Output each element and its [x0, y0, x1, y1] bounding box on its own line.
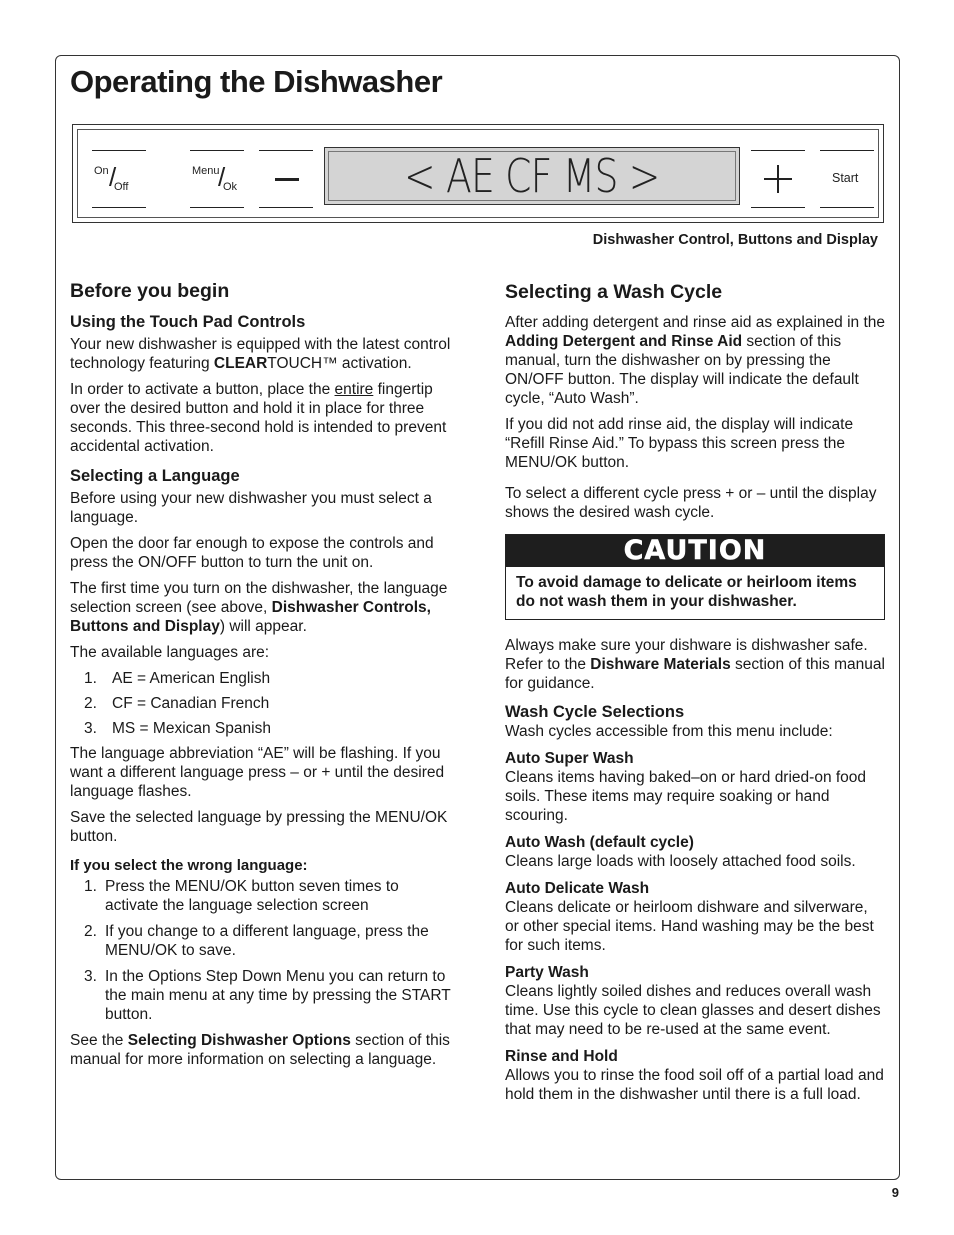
- minus-button: [259, 150, 313, 208]
- start-label: Start: [832, 171, 859, 185]
- list-item: 3. In the Options Step Down Menu you can return to the main menu at any time by pressing the START button.: [84, 968, 451, 1023]
- wrong-language-heading: If you select the wrong language:: [70, 857, 308, 874]
- ok-label: Ok: [223, 181, 238, 193]
- panel-caption: Dishwasher Control, Buttons and Display: [592, 232, 878, 248]
- cycle-name: Auto Delicate Wash: [505, 880, 650, 897]
- language-paragraph-2: Open the door far enough to expose the controls and press the ON/OFF button to turn the unit on.: [70, 535, 434, 571]
- language-list: [84, 669, 455, 738]
- cycle-intro: Wash cycles accessible from this menu include:: [505, 723, 833, 740]
- menu-ok-slash: /: [218, 162, 226, 192]
- language-paragraph-1: Before using your new dishwasher you must select a language.: [70, 490, 432, 526]
- language-paragraph-4: The available languages are:: [70, 644, 270, 661]
- cycle-description: Allows you to rinse the food soil off of a partial load and hold them in the dishwasher until there is a full load.: [505, 1067, 884, 1103]
- list-item: 2. CF = Canadian French: [84, 695, 270, 712]
- cycle-name: Auto Super Wash: [505, 750, 634, 767]
- right-column: [505, 281, 885, 1112]
- cycle-description: Cleans delicate or heirloom dishware and silverware, or other special items. Hand washing may be the best for such items.: [505, 899, 874, 954]
- on-label: On: [94, 165, 109, 177]
- lcd-display: [324, 147, 740, 205]
- cycle-description: Cleans large loads with loosely attached food soils.: [505, 853, 856, 870]
- list-item: [505, 879, 885, 955]
- list-item: [505, 749, 885, 825]
- left-column: [70, 280, 455, 1076]
- wash-cycle-heading: Selecting a Wash Cycle: [505, 281, 723, 303]
- on-off-slash: /: [109, 162, 117, 192]
- wrong-language-steps: [84, 877, 455, 1024]
- list-item: [505, 1047, 885, 1104]
- minus-icon: [275, 178, 299, 181]
- menu-ok-button: [190, 150, 244, 208]
- caution-title: CAUTION: [506, 535, 884, 567]
- on-off-button: [92, 150, 146, 208]
- wash-paragraph-3: To select a different cycle press + or – until the display shows the desired wash cycle.: [505, 485, 877, 521]
- start-button: [820, 150, 874, 208]
- cycle-description: Cleans items having baked–on or hard dried-on food soils. These items may require soaking or hand scouring.: [505, 769, 867, 824]
- language-paragraph-5: The language abbreviation “AE” will be flashing. If you want a different language press – or + until the desired language flashes.: [70, 745, 445, 800]
- list-item: [505, 963, 885, 1039]
- touch-paragraph-2: In order to activate a button, place the entire fingertip over the desired button and hold it in place for three seconds. This three-second hold is intended to prevent accidental activation.: [70, 381, 447, 455]
- before-you-begin-heading: Before you begin: [70, 280, 230, 302]
- cycle-name: Rinse and Hold: [505, 1048, 618, 1065]
- see-options-paragraph: See the Selecting Dishwasher Options section of this manual for more information on selecting a language.: [70, 1032, 450, 1068]
- page-number: 9: [891, 1185, 899, 1200]
- caution-text: To avoid damage to delicate or heirloom items do not wash them in your dishwasher.: [516, 574, 857, 610]
- list-item: 2. If you change to a different language, press the MENU/OK to save.: [84, 923, 429, 959]
- list-item: [505, 833, 885, 871]
- touch-paragraph-1: Your new dishwasher is equipped with the latest control technology featuring CLEARTOUCH™ activation.: [70, 336, 451, 372]
- list-item: 1. Press the MENU/OK button seven times to activate the language selection screen: [84, 878, 399, 914]
- menu-label: Menu: [192, 165, 220, 177]
- wash-paragraph-1: After adding detergent and rinse aid as explained in the Adding Detergent and Rinse Aid section of this manual, turn the dishwasher on by pressing the ON/OFF button. The display will indicate the default cycle, “Auto Wash”.: [505, 314, 886, 407]
- touch-pad-heading: Using the Touch Pad Controls: [70, 313, 306, 331]
- off-label: Off: [114, 181, 129, 193]
- wash-paragraph-2: If you did not add rinse aid, the display will indicate “Refill Rinse Aid.” To bypass this screen press the MENU/OK button.: [505, 416, 854, 471]
- language-paragraph-3: The first time you turn on the dishwasher, the language selection screen (see above, Dishwasher Controls, Buttons and Display) will appear.: [70, 580, 448, 635]
- wash-paragraph-4: Always make sure your dishware is dishwasher safe. Refer to the Dishware Materials section of this manual for guidance.: [505, 637, 885, 692]
- list-item: 1. AE = American English: [84, 670, 271, 687]
- plus-button: [751, 150, 805, 208]
- page-title: Operating the Dishwasher: [70, 64, 443, 99]
- cycle-name: Party Wash: [505, 964, 589, 981]
- cycle-name: Auto Wash (default cycle): [505, 834, 694, 851]
- control-panel-illustration: [72, 124, 884, 223]
- caution-box: [505, 534, 885, 620]
- language-heading: Selecting a Language: [70, 467, 240, 485]
- cycle-description: Cleans lightly soiled dishes and reduces overall wash time. Use this cycle to clean glasses and desert dishes that may need to be re-used at the same event.: [505, 983, 881, 1038]
- language-paragraph-6: Save the selected language by pressing the MENU/OK button.: [70, 809, 448, 845]
- list-item: 3. MS = Mexican Spanish: [84, 720, 271, 737]
- cycle-selections-heading: Wash Cycle Selections: [505, 703, 685, 721]
- display-text: < AE CF MS >: [404, 149, 660, 203]
